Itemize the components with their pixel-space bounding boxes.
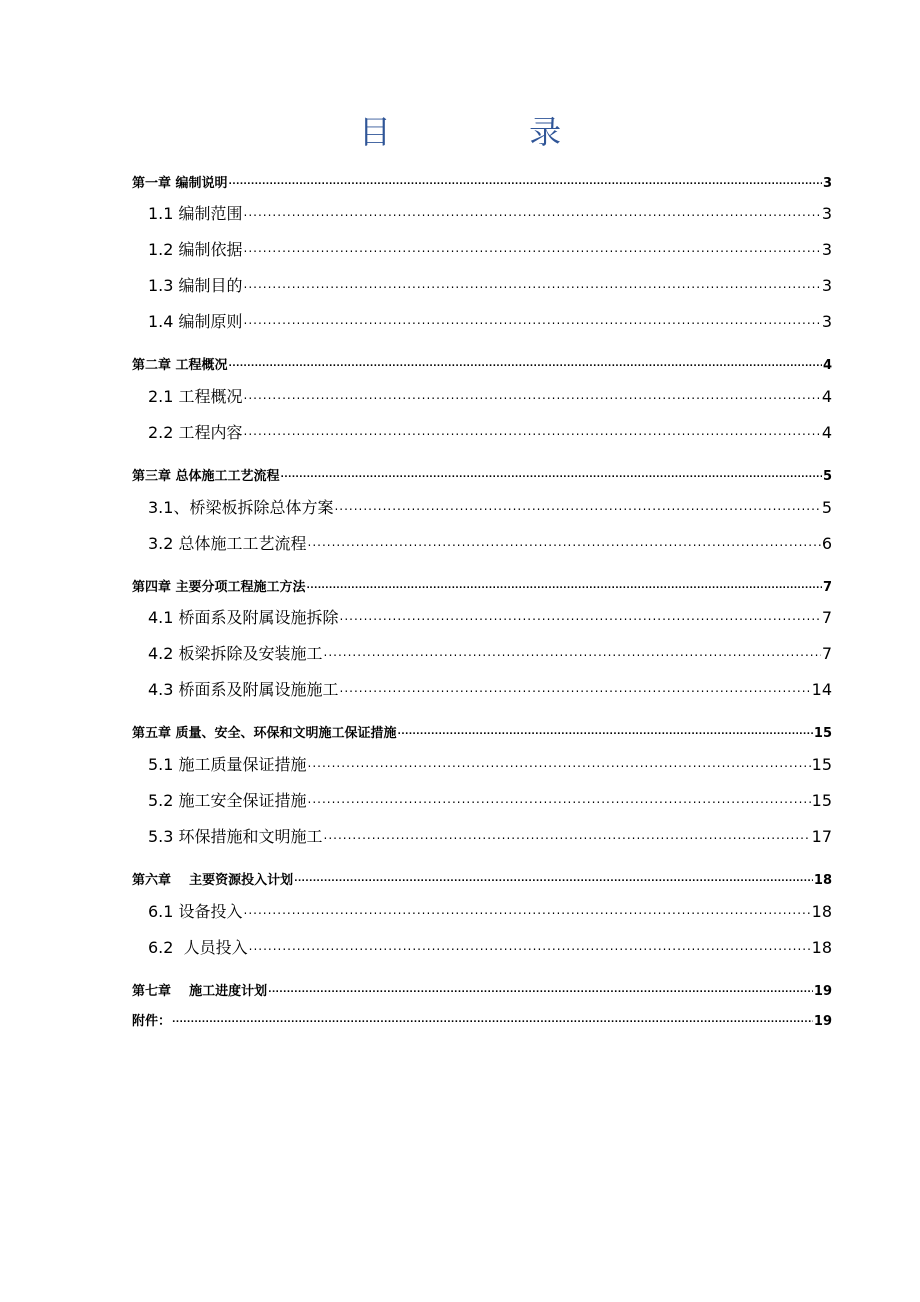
toc-page-number: 17 xyxy=(811,827,832,846)
toc-label: 3.1、桥梁板拆除总体方案 xyxy=(148,498,334,517)
dot-leader xyxy=(249,937,811,953)
dot-leader xyxy=(244,386,821,402)
toc-label: 1.3 编制目的 xyxy=(148,276,243,295)
dot-leader xyxy=(281,467,822,480)
dot-leader xyxy=(324,643,821,659)
toc-label: 1.1 编制范围 xyxy=(148,204,243,223)
toc-page-number: 5 xyxy=(821,498,832,517)
toc-label: 1.4 编制原则 xyxy=(148,312,243,331)
toc-chapter-7[interactable] xyxy=(132,980,832,999)
toc-page-number: 3 xyxy=(822,176,832,191)
toc-page-number: 3 xyxy=(821,312,832,331)
dot-leader xyxy=(244,311,821,327)
toc-chapter-1[interactable] xyxy=(132,172,832,191)
toc-page-number: 7 xyxy=(822,580,832,595)
dot-leader xyxy=(172,1012,813,1025)
dot-leader xyxy=(294,871,813,884)
toc-section-1-4[interactable] xyxy=(148,309,832,332)
toc-page-number: 14 xyxy=(811,680,832,699)
toc-section-3-2[interactable] xyxy=(148,531,832,554)
toc-page-number: 4 xyxy=(821,423,832,442)
toc-label: 3.2 总体施工工艺流程 xyxy=(148,534,307,553)
toc-page-number: 7 xyxy=(821,608,832,627)
toc-page-number: 19 xyxy=(813,1014,832,1029)
toc-label: 第六章 主要资源投入计划 xyxy=(132,873,294,888)
toc-page-number: 4 xyxy=(821,387,832,406)
toc-page-number: 18 xyxy=(811,902,832,921)
toc-section-2-1[interactable] xyxy=(148,384,832,407)
toc-chapter-5[interactable] xyxy=(132,722,832,741)
toc-section-5-2[interactable] xyxy=(148,788,832,811)
toc-section-1-3[interactable] xyxy=(148,273,832,296)
toc-label: 第四章 主要分项工程施工方法 xyxy=(132,580,306,595)
page-title: 目 录 xyxy=(358,113,626,151)
dot-leader xyxy=(340,607,821,623)
toc-section-4-3[interactable] xyxy=(148,677,832,700)
toc-label: 1.2 编制依据 xyxy=(148,240,243,259)
dot-leader xyxy=(229,174,822,187)
toc-section-1-2[interactable] xyxy=(148,237,832,260)
dot-leader xyxy=(324,826,811,842)
toc-page-number: 5 xyxy=(822,469,832,484)
dot-leader xyxy=(308,533,821,549)
toc-section-6-2[interactable] xyxy=(148,935,832,958)
toc-label: 第七章 施工进度计划 xyxy=(132,984,268,999)
toc-label: 4.2 板梁拆除及安装施工 xyxy=(148,644,323,663)
toc-page-number: 18 xyxy=(811,938,832,957)
toc-label: 2.2 工程内容 xyxy=(148,423,243,442)
toc-label: 第一章 编制说明 xyxy=(132,176,228,191)
toc-label: 5.3 环保措施和文明施工 xyxy=(148,827,323,846)
toc-chapter-6[interactable] xyxy=(132,869,832,888)
toc-section-4-2[interactable] xyxy=(148,641,832,664)
dot-leader xyxy=(244,422,821,438)
toc-label: 6.2 人员投入 xyxy=(148,938,248,957)
toc-section-5-1[interactable] xyxy=(148,752,832,775)
toc-section-5-3[interactable] xyxy=(148,824,832,847)
toc-page-number: 15 xyxy=(811,755,832,774)
toc-chapter-4[interactable] xyxy=(132,576,832,595)
dot-leader xyxy=(308,790,811,806)
toc-label: 5.1 施工质量保证措施 xyxy=(148,755,307,774)
toc-section-3-1[interactable] xyxy=(148,495,832,518)
dot-leader xyxy=(268,982,813,995)
dot-leader xyxy=(334,497,820,513)
toc-label: 4.3 桥面系及附属设施施工 xyxy=(148,680,339,699)
toc-label: 2.1 工程概况 xyxy=(148,387,243,406)
toc-chapter-3[interactable] xyxy=(132,465,832,484)
toc-label: 4.1 桥面系及附属设施拆除 xyxy=(148,608,339,627)
dot-leader xyxy=(307,578,822,591)
toc-page-number: 6 xyxy=(821,534,832,553)
toc-label: 5.2 施工安全保证措施 xyxy=(148,791,307,810)
dot-leader xyxy=(398,724,813,737)
dot-leader xyxy=(229,356,822,369)
toc-page-number: 19 xyxy=(813,984,832,999)
toc-page-number: 4 xyxy=(822,358,832,373)
dot-leader xyxy=(244,239,821,255)
toc-page-number: 3 xyxy=(821,276,832,295)
toc-page-number: 3 xyxy=(821,240,832,259)
toc-page-number: 18 xyxy=(813,873,832,888)
dot-leader xyxy=(244,203,821,219)
toc-label: 第五章 质量、安全、环保和文明施工保证措施 xyxy=(132,726,397,741)
toc-label: 附件： xyxy=(132,1014,172,1029)
toc-page-number: 3 xyxy=(821,204,832,223)
dot-leader xyxy=(340,679,811,695)
toc-section-6-1[interactable] xyxy=(148,899,832,922)
toc-section-2-2[interactable] xyxy=(148,420,832,443)
dot-leader xyxy=(308,754,811,770)
toc-label: 第三章 总体施工工艺流程 xyxy=(132,469,280,484)
toc-label: 6.1 设备投入 xyxy=(148,902,243,921)
toc-chapter-2[interactable] xyxy=(132,354,832,373)
toc-page-number: 7 xyxy=(821,644,832,663)
toc-page-number: 15 xyxy=(813,726,832,741)
toc-section-4-1[interactable] xyxy=(148,605,832,628)
dot-leader xyxy=(244,901,811,917)
toc-label: 第二章 工程概况 xyxy=(132,358,228,373)
dot-leader xyxy=(244,275,821,291)
toc-appendix[interactable] xyxy=(132,1010,832,1029)
toc-section-1-1[interactable] xyxy=(148,201,832,224)
toc-page-number: 15 xyxy=(811,791,832,810)
